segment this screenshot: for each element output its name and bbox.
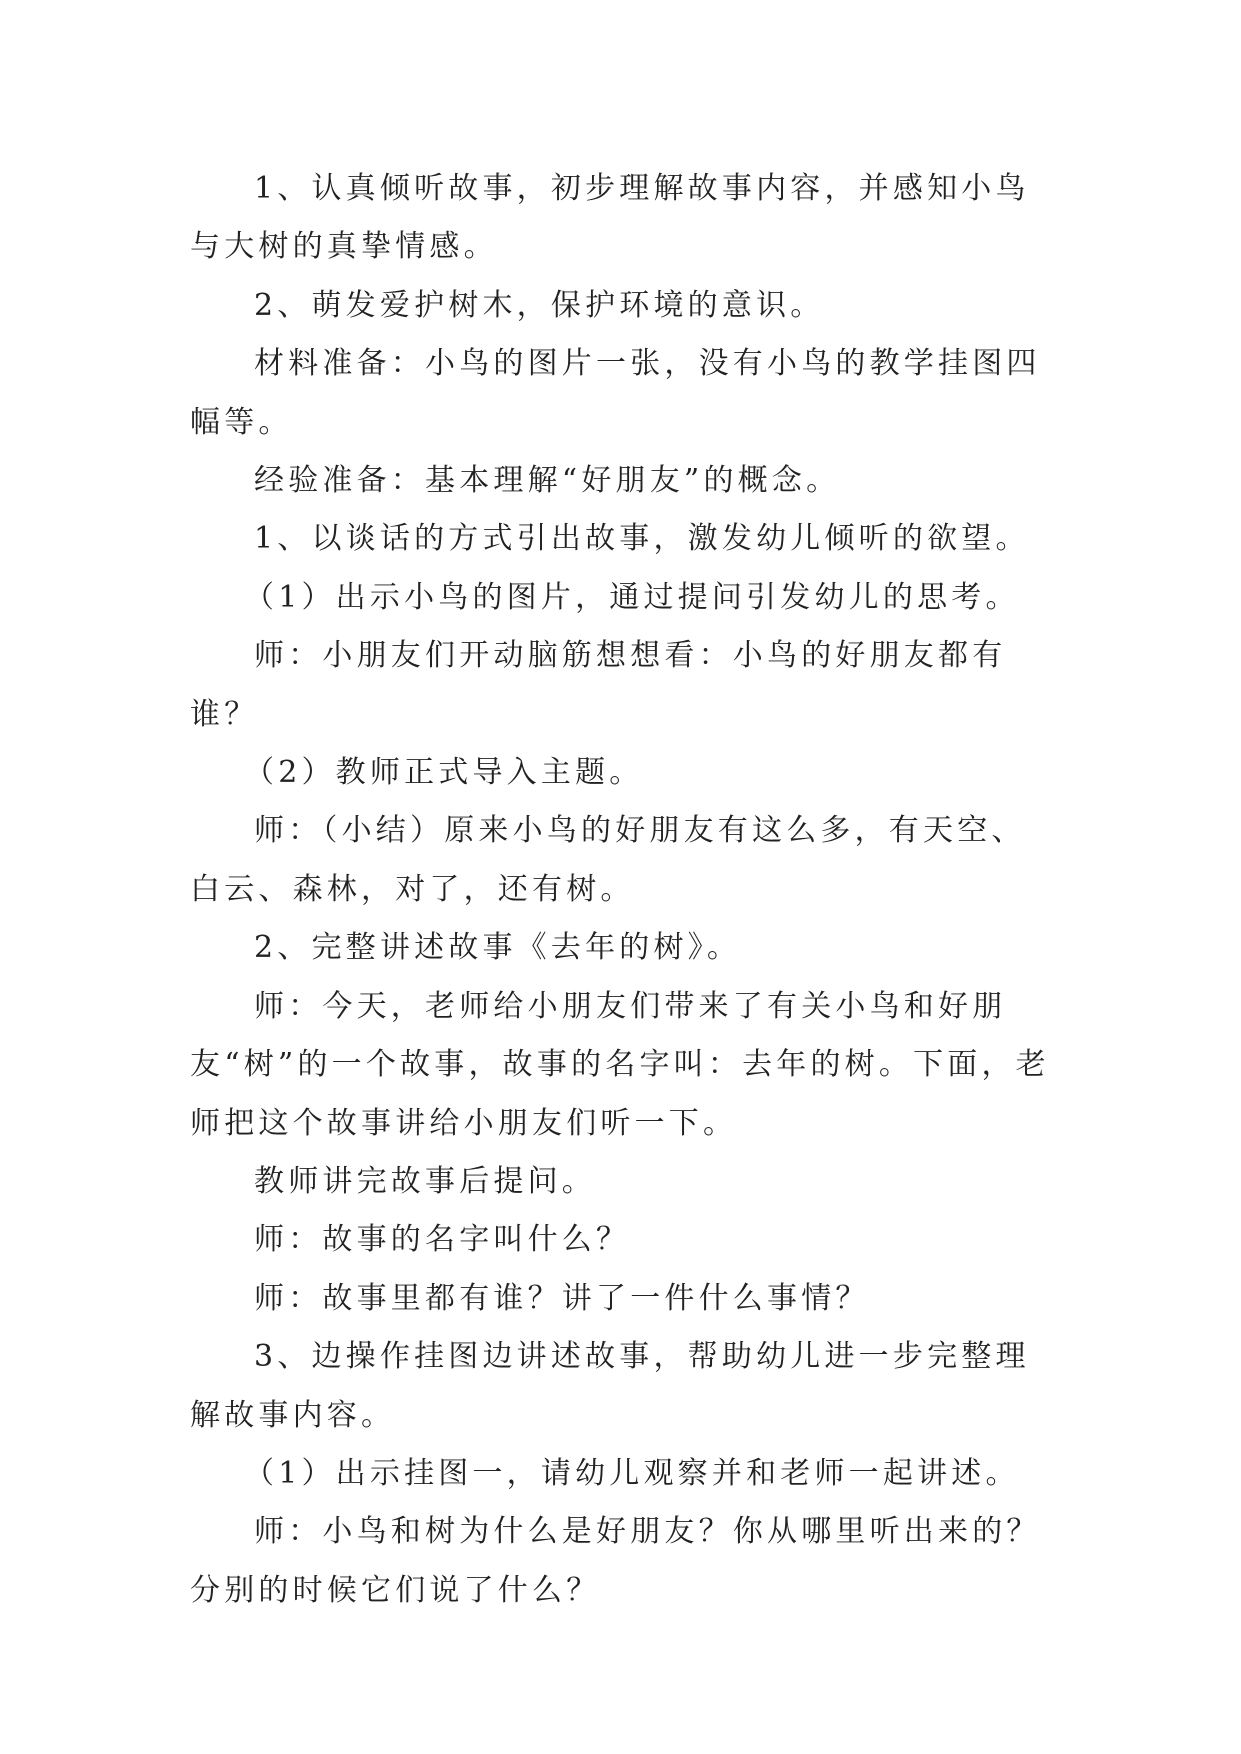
paragraph-step-1: 1、以谈话的方式引出故事，激发幼儿倾听的欲望。 xyxy=(254,521,1030,557)
paragraph-teacher-question-2: 师：故事的名字叫什么？ xyxy=(254,1222,631,1258)
paragraph-objective-1: 1、认真倾听故事，初步理解故事内容，并感知小鸟与大树的真挚情感。 xyxy=(190,171,1030,265)
paragraph-teacher-question-4: 师：小鸟和树为什么是好朋友？你从哪里听出来的？分别的时候它们说了什么？ xyxy=(190,1514,1041,1608)
paragraph-teacher-summary: 师：（小结）原来小鸟的好朋友有这么多，有天空、白云、森林，对了，还有树。 xyxy=(190,813,1026,907)
paragraph-step-1-1: （1）出示小鸟的图片，通过提问引发幼儿的思考。 xyxy=(244,579,1020,615)
paragraph-step-2: 2、完整讲述故事《去年的树》。 xyxy=(254,930,742,966)
paragraph-experience: 经验准备：基本理解“好朋友”的概念。 xyxy=(254,463,841,499)
paragraph-teacher-question-1: 师：小朋友们开动脑筋想想看：小鸟的好朋友都有谁？ xyxy=(190,638,1007,732)
paragraph-step-3: 3、边操作挂图边讲述故事，帮助幼儿进一步完整理解故事内容。 xyxy=(190,1339,1030,1433)
document-body xyxy=(190,160,1050,1620)
paragraph-materials: 材料准备：小鸟的图片一张，没有小鸟的教学挂图四幅等。 xyxy=(190,346,1041,440)
paragraph-teacher-asks: 教师讲完故事后提问。 xyxy=(254,1163,596,1199)
paragraph-step-1-2: （2）教师正式导入主题。 xyxy=(244,755,644,791)
paragraph-objective-2: 2、萌发爱护树木，保护环境的意识。 xyxy=(254,287,825,323)
paragraph-teacher-intro-story: 师：今天，老师给小朋友们带来了有关小鸟和好朋友“树”的一个故事，故事的名字叫：去年的树。下面，老师把这个故事讲给小朋友们听一下。 xyxy=(190,988,1050,1141)
paragraph-step-3-1: （1）出示挂图一，请幼儿观察并和老师一起讲述。 xyxy=(244,1455,1020,1491)
paragraph-teacher-question-3: 师：故事里都有谁？讲了一件什么事情？ xyxy=(254,1280,870,1316)
